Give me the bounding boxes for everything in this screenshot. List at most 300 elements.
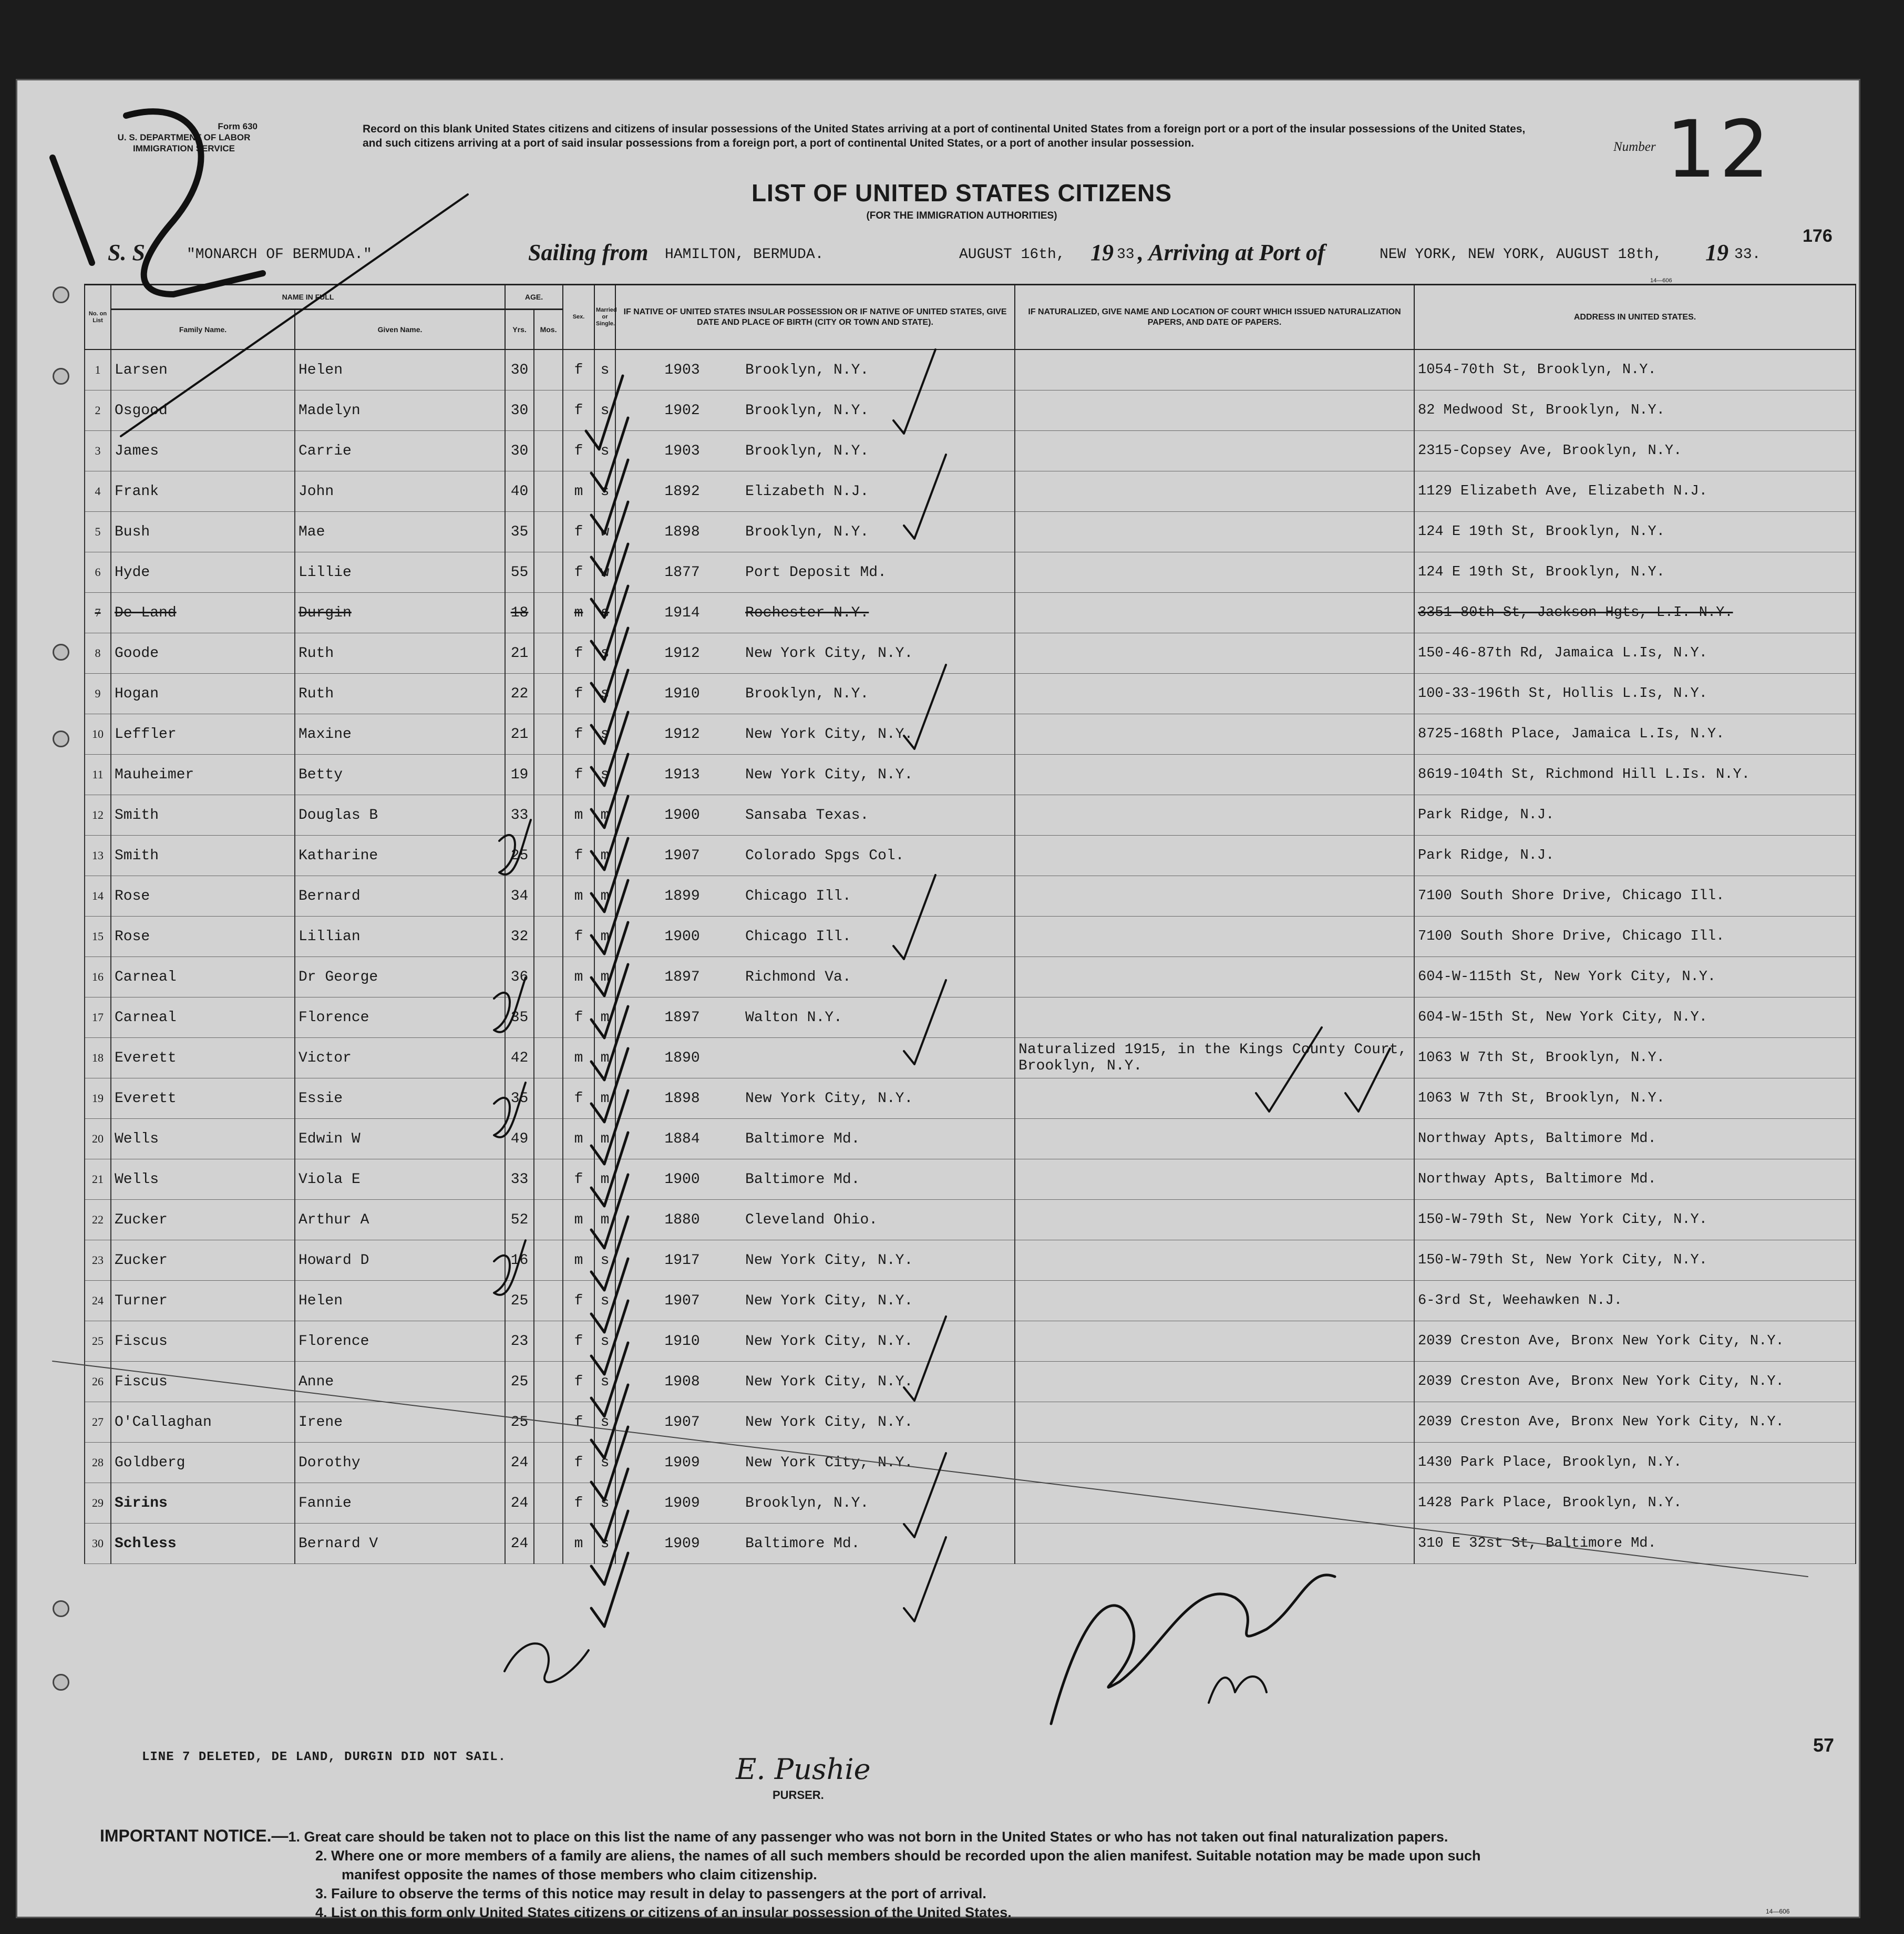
birth-year: 1907 bbox=[664, 847, 700, 864]
address: 7100 South Shore Drive, Chicago Ill. bbox=[1414, 876, 1856, 917]
birth-info bbox=[615, 795, 1015, 836]
birth-place: New York City, N.Y. bbox=[745, 1454, 913, 1471]
birth-info bbox=[615, 390, 1015, 431]
family-name: Rose bbox=[111, 917, 295, 957]
footer-page-number: 57 bbox=[1813, 1734, 1835, 1756]
birth-year: 1884 bbox=[664, 1130, 700, 1147]
address: 1054-70th St, Brooklyn, N.Y. bbox=[1414, 349, 1856, 390]
address: 6-3rd St, Weehawken N.J. bbox=[1414, 1281, 1856, 1321]
row-number: 6 bbox=[85, 552, 111, 593]
table-row bbox=[85, 755, 1856, 795]
birth-place: Chicago Ill. bbox=[745, 928, 851, 945]
age-months bbox=[534, 1240, 563, 1281]
family-name: De Land bbox=[111, 593, 295, 633]
age-months bbox=[534, 1402, 563, 1443]
family-name: Fiscus bbox=[111, 1321, 295, 1362]
birth-year: 1910 bbox=[664, 1333, 700, 1350]
birth-year: 1880 bbox=[664, 1211, 700, 1228]
given-name: Betty bbox=[295, 755, 505, 795]
sex: f bbox=[563, 1402, 594, 1443]
table-row bbox=[85, 1159, 1856, 1200]
arriving-label: , Arriving at Port of bbox=[1138, 240, 1325, 265]
given-name: Howard D bbox=[295, 1240, 505, 1281]
age-years: 35 bbox=[505, 1078, 534, 1119]
given-name: Fannie bbox=[295, 1483, 505, 1524]
table-row bbox=[85, 1281, 1856, 1321]
age-years: 33 bbox=[505, 1159, 534, 1200]
birth-year: 1907 bbox=[664, 1292, 700, 1309]
important-notice bbox=[100, 1826, 1824, 1922]
row-number: 14 bbox=[85, 876, 111, 917]
age-months bbox=[534, 1524, 563, 1564]
age-years: 25 bbox=[505, 836, 534, 876]
row-number: 25 bbox=[85, 1321, 111, 1362]
sex: f bbox=[563, 1321, 594, 1362]
marital-status: s bbox=[594, 714, 615, 755]
list-number: 12 bbox=[1666, 104, 1773, 196]
address: Northway Apts, Baltimore Md. bbox=[1414, 1119, 1856, 1159]
age-months bbox=[534, 1159, 563, 1200]
birth-place: Brooklyn, N.Y. bbox=[745, 685, 869, 702]
form-instructions: Record on this blank United States citizens and citizens of insular possessions of the United States arriving at a port of continental United States from a foreign port or a port of the insular possessions of the United States, and such citizens arriving at a port of said insular possessions from a foreign port, a port of continental United States, or a port of another insular possession. bbox=[363, 123, 1526, 149]
ship-name: "MONARCH OF BERMUDA." bbox=[187, 246, 372, 263]
naturalization bbox=[1015, 431, 1414, 471]
address: 124 E 19th St, Brooklyn, N.Y. bbox=[1414, 512, 1856, 552]
birth-info bbox=[615, 1443, 1015, 1483]
age-months bbox=[534, 471, 563, 512]
marital-status: s bbox=[594, 633, 615, 674]
marital-status: w bbox=[594, 552, 615, 593]
departure-year: 33 bbox=[1117, 246, 1135, 263]
sex: m bbox=[563, 1524, 594, 1564]
age-years: 24 bbox=[505, 1443, 534, 1483]
birth-info bbox=[615, 1119, 1015, 1159]
table-row bbox=[85, 512, 1856, 552]
birth-place: New York City, N.Y. bbox=[745, 1373, 913, 1390]
row-number: 15 bbox=[85, 917, 111, 957]
given-name: Viola E bbox=[295, 1159, 505, 1200]
given-name: Victor bbox=[295, 1038, 505, 1078]
family-name: Leffler bbox=[111, 714, 295, 755]
row-number: 26 bbox=[85, 1362, 111, 1402]
age-years: 35 bbox=[505, 997, 534, 1038]
address: Park Ridge, N.J. bbox=[1414, 836, 1856, 876]
family-name: Goode bbox=[111, 633, 295, 674]
family-name: Bush bbox=[111, 512, 295, 552]
age-months bbox=[534, 633, 563, 674]
age-months bbox=[534, 1281, 563, 1321]
row-number: 5 bbox=[85, 512, 111, 552]
age-months bbox=[534, 997, 563, 1038]
service-name: IMMIGRATION SERVICE bbox=[133, 143, 235, 153]
age-years: 40 bbox=[505, 471, 534, 512]
birth-year: 1898 bbox=[664, 1090, 700, 1107]
purser-label: PURSER. bbox=[773, 1788, 824, 1802]
table-row bbox=[85, 795, 1856, 836]
departure-port: HAMILTON, BERMUDA. bbox=[665, 246, 824, 263]
sex: m bbox=[563, 1119, 594, 1159]
given-name: Ruth bbox=[295, 674, 505, 714]
sex: f bbox=[563, 390, 594, 431]
sex: f bbox=[563, 1281, 594, 1321]
age-months bbox=[534, 1443, 563, 1483]
birth-info bbox=[615, 1038, 1015, 1078]
sex: f bbox=[563, 633, 594, 674]
row-number: 9 bbox=[85, 674, 111, 714]
marital-status: s bbox=[594, 674, 615, 714]
address: 2315-Copsey Ave, Brooklyn, N.Y. bbox=[1414, 431, 1856, 471]
marital-status: m bbox=[594, 836, 615, 876]
marital-status: w bbox=[594, 512, 615, 552]
form-number: Form 630 bbox=[218, 121, 258, 131]
table-row bbox=[85, 1443, 1856, 1483]
table-row bbox=[85, 431, 1856, 471]
naturalization bbox=[1015, 512, 1414, 552]
birth-place: New York City, N.Y. bbox=[745, 1414, 913, 1431]
birth-info bbox=[615, 714, 1015, 755]
form-code-bottom: 14—606 bbox=[1766, 1908, 1790, 1915]
age-years: 22 bbox=[505, 674, 534, 714]
birth-year: 1900 bbox=[664, 807, 700, 824]
row-number: 20 bbox=[85, 1119, 111, 1159]
given-name: Edwin W bbox=[295, 1119, 505, 1159]
row-number: 16 bbox=[85, 957, 111, 997]
given-name: Bernard V bbox=[295, 1524, 505, 1564]
age-years: 32 bbox=[505, 917, 534, 957]
age-months bbox=[534, 1038, 563, 1078]
birth-place: Brooklyn, N.Y. bbox=[745, 443, 869, 459]
table-row bbox=[85, 471, 1856, 512]
birth-info bbox=[615, 552, 1015, 593]
birth-place: Sansaba Texas. bbox=[745, 807, 869, 824]
marital-status: s bbox=[594, 431, 615, 471]
table-row bbox=[85, 876, 1856, 917]
naturalization bbox=[1015, 674, 1414, 714]
family-name: Frank bbox=[111, 471, 295, 512]
page-title: LIST OF UNITED STATES CITIZENS bbox=[751, 179, 1172, 207]
row-number: 24 bbox=[85, 1281, 111, 1321]
birth-place: New York City, N.Y. bbox=[745, 645, 913, 662]
col-mos: Mos. bbox=[534, 310, 563, 350]
birth-info bbox=[615, 1281, 1015, 1321]
given-name: Essie bbox=[295, 1078, 505, 1119]
sex: f bbox=[563, 552, 594, 593]
purser-signature: E. Pushie bbox=[736, 1753, 871, 1786]
col-no: No. on List bbox=[85, 285, 111, 350]
family-name: Goldberg bbox=[111, 1443, 295, 1483]
age-years: 25 bbox=[505, 1281, 534, 1321]
table-row bbox=[85, 1402, 1856, 1443]
sex: f bbox=[563, 714, 594, 755]
row-number: 30 bbox=[85, 1524, 111, 1564]
sex: m bbox=[563, 593, 594, 633]
naturalization bbox=[1015, 1240, 1414, 1281]
birth-info bbox=[615, 876, 1015, 917]
table-row bbox=[85, 552, 1856, 593]
birth-place: New York City, N.Y. bbox=[745, 726, 913, 743]
col-given-name: Given Name. bbox=[295, 310, 505, 350]
col-address: ADDRESS IN UNITED STATES. bbox=[1414, 285, 1856, 350]
birth-year: 1913 bbox=[664, 766, 700, 783]
birth-info bbox=[615, 836, 1015, 876]
birth-info bbox=[615, 674, 1015, 714]
birth-year: 1914 bbox=[664, 604, 700, 621]
sex: m bbox=[563, 1200, 594, 1240]
row-number: 10 bbox=[85, 714, 111, 755]
marital-status: m bbox=[594, 876, 615, 917]
birth-place: New York City, N.Y. bbox=[745, 1252, 913, 1269]
naturalization bbox=[1015, 593, 1414, 633]
sex: f bbox=[563, 997, 594, 1038]
family-name: Zucker bbox=[111, 1200, 295, 1240]
address: Park Ridge, N.J. bbox=[1414, 795, 1856, 836]
family-name: Wells bbox=[111, 1159, 295, 1200]
naturalization bbox=[1015, 1443, 1414, 1483]
birth-place: Rochester N.Y. bbox=[745, 604, 869, 621]
address: 1063 W 7th St, Brooklyn, N.Y. bbox=[1414, 1078, 1856, 1119]
table-row bbox=[85, 997, 1856, 1038]
row-number: 12 bbox=[85, 795, 111, 836]
sex: m bbox=[563, 876, 594, 917]
address: 1430 Park Place, Brooklyn, N.Y. bbox=[1414, 1443, 1856, 1483]
given-name: Helen bbox=[295, 1281, 505, 1321]
sex: f bbox=[563, 836, 594, 876]
birth-info bbox=[615, 755, 1015, 795]
birth-info bbox=[615, 593, 1015, 633]
address: 604-W-15th St, New York City, N.Y. bbox=[1414, 997, 1856, 1038]
age-months bbox=[534, 1078, 563, 1119]
age-years: 21 bbox=[505, 714, 534, 755]
age-months bbox=[534, 674, 563, 714]
birth-year: 1897 bbox=[664, 969, 700, 985]
col-naturalized: IF NATURALIZED, GIVE NAME AND LOCATION OF COURT WHICH ISSUED NATURALIZATION PAPERS, AND DATE OF PAPERS. bbox=[1015, 285, 1414, 350]
age-years: 19 bbox=[505, 755, 534, 795]
birth-place: New York City, N.Y. bbox=[745, 1333, 913, 1350]
age-years: 25 bbox=[505, 1402, 534, 1443]
birth-info bbox=[615, 957, 1015, 997]
marital-status: s bbox=[594, 1402, 615, 1443]
address: 1063 W 7th St, Brooklyn, N.Y. bbox=[1414, 1038, 1856, 1078]
age-months bbox=[534, 1200, 563, 1240]
birth-year: 1900 bbox=[664, 1171, 700, 1188]
notice-lead: IMPORTANT NOTICE.— bbox=[100, 1826, 289, 1845]
naturalization bbox=[1015, 390, 1414, 431]
naturalization bbox=[1015, 957, 1414, 997]
address: 82 Medwood St, Brooklyn, N.Y. bbox=[1414, 390, 1856, 431]
age-months bbox=[534, 957, 563, 997]
address: 2039 Creston Ave, Bronx New York City, N.Y. bbox=[1414, 1321, 1856, 1362]
birth-place: Walton N.Y. bbox=[745, 1009, 842, 1026]
given-name: Lillian bbox=[295, 917, 505, 957]
birth-info bbox=[615, 431, 1015, 471]
naturalization bbox=[1015, 1524, 1414, 1564]
birth-place: Brooklyn, N.Y. bbox=[745, 402, 869, 419]
marital-status: m bbox=[594, 795, 615, 836]
row-number: 8 bbox=[85, 633, 111, 674]
birth-year: 1912 bbox=[664, 726, 700, 743]
table-row bbox=[85, 1119, 1856, 1159]
age-years: 52 bbox=[505, 1200, 534, 1240]
sex: m bbox=[563, 957, 594, 997]
birth-year: 1907 bbox=[664, 1414, 700, 1431]
sex: m bbox=[563, 471, 594, 512]
family-name: Carneal bbox=[111, 997, 295, 1038]
col-age: AGE. bbox=[505, 285, 563, 310]
birth-year: 1898 bbox=[664, 523, 700, 540]
birth-info bbox=[615, 917, 1015, 957]
birth-year: 1909 bbox=[664, 1535, 700, 1552]
family-name: Carneal bbox=[111, 957, 295, 997]
address: 8725-168th Place, Jamaica L.Is, N.Y. bbox=[1414, 714, 1856, 755]
marital-status: m bbox=[594, 1078, 615, 1119]
table-row bbox=[85, 917, 1856, 957]
address: 604-W-115th St, New York City, N.Y. bbox=[1414, 957, 1856, 997]
marital-status: s bbox=[594, 349, 615, 390]
birth-year: 1897 bbox=[664, 1009, 700, 1026]
table-row bbox=[85, 349, 1856, 390]
marital-status: s bbox=[594, 1483, 615, 1524]
marital-status: m bbox=[594, 1159, 615, 1200]
naturalization bbox=[1015, 755, 1414, 795]
notice-item-3: 3. Failure to observe the terms of this notice may result in delay to passengers at the port of arrival. bbox=[315, 1886, 986, 1901]
age-years: 24 bbox=[505, 1483, 534, 1524]
table-row bbox=[85, 1524, 1856, 1564]
age-months bbox=[534, 1321, 563, 1362]
notice-text-1: 1. Great care should be taken not to place on this list the name of any passenger who was not born in the United States or who has not taken out final naturalization papers. bbox=[288, 1829, 1448, 1845]
address: Northway Apts, Baltimore Md. bbox=[1414, 1159, 1856, 1200]
birth-place: Richmond Va. bbox=[745, 969, 851, 985]
age-years: 49 bbox=[505, 1119, 534, 1159]
sex: f bbox=[563, 1443, 594, 1483]
birth-place: Colorado Spgs Col. bbox=[745, 847, 904, 864]
birth-info bbox=[615, 1159, 1015, 1200]
birth-info bbox=[615, 1200, 1015, 1240]
age-months bbox=[534, 349, 563, 390]
naturalization bbox=[1015, 1119, 1414, 1159]
marital-status: m bbox=[594, 917, 615, 957]
address: 124 E 19th St, Brooklyn, N.Y. bbox=[1414, 552, 1856, 593]
age-years: 16 bbox=[505, 1240, 534, 1281]
punch-hole bbox=[53, 731, 69, 747]
birth-place: Chicago Ill. bbox=[745, 888, 851, 904]
sailing-from-label: Sailing from bbox=[528, 240, 649, 265]
marital-status: m bbox=[594, 1119, 615, 1159]
col-yrs: Yrs. bbox=[505, 310, 534, 350]
address: 3351-80th St, Jackson Hgts, L.I. N.Y. bbox=[1414, 593, 1856, 633]
sex: f bbox=[563, 755, 594, 795]
given-name: Helen bbox=[295, 349, 505, 390]
sex: f bbox=[563, 1483, 594, 1524]
given-name: Douglas B bbox=[295, 795, 505, 836]
naturalization bbox=[1015, 1159, 1414, 1200]
sex: m bbox=[563, 1038, 594, 1078]
family-name: Wells bbox=[111, 1119, 295, 1159]
given-name: Dr George bbox=[295, 957, 505, 997]
age-years: 42 bbox=[505, 1038, 534, 1078]
age-months bbox=[534, 390, 563, 431]
birth-place: Brooklyn, N.Y. bbox=[745, 1495, 869, 1511]
marital-status: m bbox=[594, 1038, 615, 1078]
punch-hole bbox=[53, 368, 69, 385]
notice-item-2-cont: manifest opposite the names of those members who claim citizenship. bbox=[342, 1867, 817, 1882]
table-row bbox=[85, 957, 1856, 997]
family-name: Smith bbox=[111, 836, 295, 876]
age-years: 30 bbox=[505, 431, 534, 471]
row-number: 7 bbox=[85, 593, 111, 633]
naturalization bbox=[1015, 633, 1414, 674]
marital-status: s bbox=[594, 390, 615, 431]
deletion-note: LINE 7 DELETED, DE LAND, DURGIN DID NOT SAIL. bbox=[142, 1750, 507, 1764]
punch-hole bbox=[53, 1600, 69, 1617]
birth-place: Port Deposit Md. bbox=[745, 564, 887, 581]
age-months bbox=[534, 552, 563, 593]
age-months bbox=[534, 714, 563, 755]
birth-info bbox=[615, 997, 1015, 1038]
marital-status: s bbox=[594, 1443, 615, 1483]
manifest-sheet bbox=[16, 79, 1860, 1918]
sex: f bbox=[563, 674, 594, 714]
naturalization bbox=[1015, 876, 1414, 917]
sailing-details bbox=[108, 239, 1816, 265]
marital-status: s bbox=[594, 1362, 615, 1402]
birth-year: 1892 bbox=[664, 483, 700, 500]
year-prefix-departure: 19 bbox=[1090, 240, 1114, 265]
department-name: U. S. DEPARTMENT OF LABOR bbox=[117, 132, 251, 142]
given-name: Ruth bbox=[295, 633, 505, 674]
given-name: Bernard bbox=[295, 876, 505, 917]
table-row bbox=[85, 593, 1856, 633]
given-name: Anne bbox=[295, 1362, 505, 1402]
age-months bbox=[534, 1483, 563, 1524]
birth-info bbox=[615, 1402, 1015, 1443]
given-name: Lillie bbox=[295, 552, 505, 593]
age-years: 21 bbox=[505, 633, 534, 674]
address: 150-W-79th St, New York City, N.Y. bbox=[1414, 1240, 1856, 1281]
given-name: Durgin bbox=[295, 593, 505, 633]
row-number: 29 bbox=[85, 1483, 111, 1524]
family-name: Rose bbox=[111, 876, 295, 917]
notice-item-2: 2. Where one or more members of a family are aliens, the names of all such members should be recorded upon the alien manifest. Suitable notation may be made upon such bbox=[315, 1848, 1481, 1864]
sex: m bbox=[563, 795, 594, 836]
naturalization bbox=[1015, 552, 1414, 593]
family-name: Turner bbox=[111, 1281, 295, 1321]
birth-place: New York City, N.Y. bbox=[745, 766, 913, 783]
age-years: 55 bbox=[505, 552, 534, 593]
table-row bbox=[85, 1483, 1856, 1524]
birth-year: 1890 bbox=[664, 1050, 700, 1066]
table-row bbox=[85, 1038, 1856, 1078]
page-number: 176 bbox=[1803, 226, 1833, 246]
table-row bbox=[85, 1240, 1856, 1281]
page-subtitle: (FOR THE IMMIGRATION AUTHORITIES) bbox=[866, 210, 1057, 221]
passenger-rows bbox=[85, 349, 1856, 1564]
birth-year: 1910 bbox=[664, 685, 700, 702]
table-row bbox=[85, 390, 1856, 431]
family-name: James bbox=[111, 431, 295, 471]
naturalization bbox=[1015, 1200, 1414, 1240]
sex: f bbox=[563, 1159, 594, 1200]
birth-place: New York City, N.Y. bbox=[745, 1292, 913, 1309]
punch-hole bbox=[53, 644, 69, 661]
marital-status: s bbox=[594, 1321, 615, 1362]
birth-info bbox=[615, 1240, 1015, 1281]
address: 2039 Creston Ave, Bronx New York City, N.Y. bbox=[1414, 1362, 1856, 1402]
birth-year: 1903 bbox=[664, 362, 700, 378]
age-years: 24 bbox=[505, 1524, 534, 1564]
naturalization bbox=[1015, 1281, 1414, 1321]
birth-year: 1912 bbox=[664, 645, 700, 662]
naturalization bbox=[1015, 471, 1414, 512]
